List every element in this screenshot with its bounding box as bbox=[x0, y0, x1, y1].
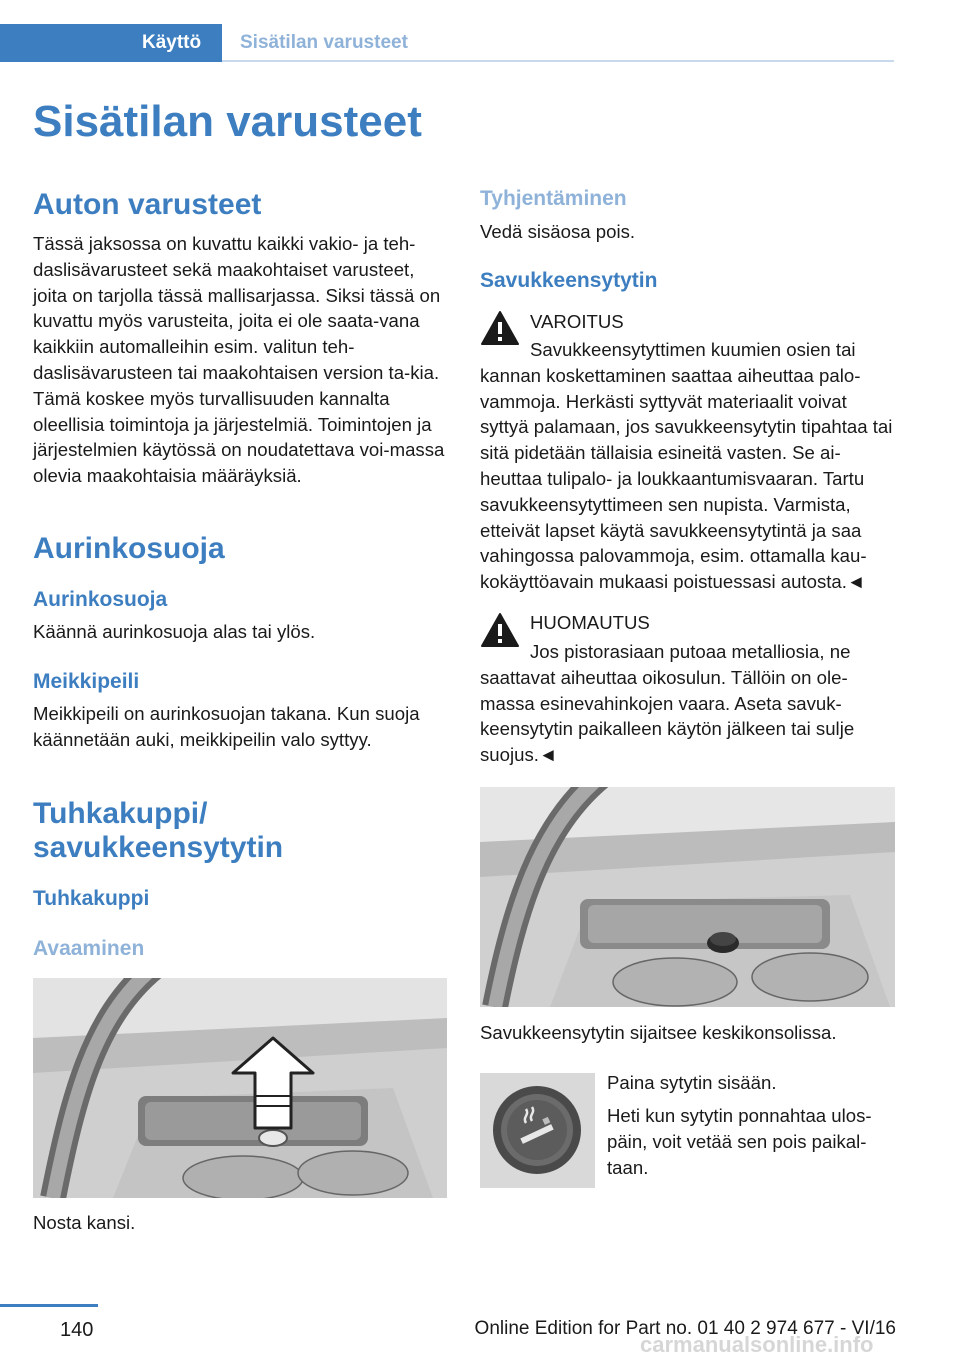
aurinkosuoja-text: Käännä aurinkosuoja alas tai ylös. bbox=[33, 621, 316, 642]
meikkipeili-text: Meikkipeili on aurinkosuojan takana. Kun suoja käännetään auki, meikkipeilin valo syttyy. bbox=[33, 703, 420, 750]
watermark: carmanualsonline.info bbox=[640, 1332, 874, 1357]
subheading-savukkeensytytin: Savukkeensytytin bbox=[480, 269, 658, 292]
subheading-aurinkosuoja: Aurinkosuoja bbox=[33, 588, 168, 611]
warning-text: Savukkeensytyttimen kuumien osien tai kannan koskettaminen saattaa aiheuttaa palo-vammoja. Herkästi syttyvät materiaalit voivat syttyä palamaan, jos savukkeensytytin tipahtaa tai sitä pidetään tällaisia esineitä vasten. Se ai-heuttaa tulipalo- ja loukkaantumisvaaran. Tartu savukkeensytyttimeen sen nupista. Varmista, etteivät lapset käytä savukkeensytytintä ja saa vahingossa palovammoja, esim. ottamalla kau-kokäyttöavain mukaasi poistuessasi autosta.◄ bbox=[480, 339, 893, 593]
header-section-label: Käyttö bbox=[142, 32, 202, 53]
heading-tuhkakuppi-2: savukkeensytytin bbox=[33, 831, 284, 864]
lighter-caption: Savukkeensytytin sijaitsee keskikonsolissa. bbox=[480, 1022, 837, 1043]
ashtray-image bbox=[33, 978, 447, 1198]
subheading-avaaminen: Avaaminen bbox=[33, 937, 145, 960]
heading-tuhkakuppi-1: Tuhkakuppi/ bbox=[33, 797, 208, 830]
subheading-meikkipeili: Meikkipeili bbox=[33, 670, 140, 693]
heading-auton-varusteet: Auton varusteet bbox=[33, 188, 262, 221]
notice-label: HUOMAUTUS bbox=[530, 612, 650, 633]
header-rule bbox=[222, 60, 894, 62]
edition-footer: Online Edition for Part no. 01 40 2 974 677 - VI/16 bbox=[474, 1318, 896, 1339]
page-number-rule bbox=[0, 1304, 98, 1307]
tyhjentaminen-text: Vedä sisäosa pois. bbox=[480, 221, 636, 242]
subheading-tuhkakuppi: Tuhkakuppi bbox=[33, 887, 150, 910]
auton-varusteet-text: Tässä jaksossa on kuvattu kaikki vakio- ja teh-daslisävarusteet sekä maakohtaiset varusteet, joita on tarjolla tässä mallisarjassa. Siksi tässä on kuvattu myös varusteita, joita ei ole saata-vana kaikkiin automalleihin esim. valitun teh-daslisävarusteen tai maakohtaisen version ta-kia. Tämä koskee myös turvallisuuden kannalta oleellisia toimintoja ja järjestelmiä. Toimintojen ja järjestelmien käytössä on noudatettava voi-massa olevia maakohtaisia määräyksiä. bbox=[33, 233, 445, 487]
page-title: Sisätilan varusteet bbox=[33, 97, 422, 146]
notice-text: Jos pistorasiaan putoaa metalliosia, ne saattavat aiheuttaa oikosulun. Tällöin on ole-massa esinevahinkojen vaara. Aseta savuk-keensytytin paikalleen käytön jälkeen tai sulje suojus.◄ bbox=[480, 641, 855, 766]
page-number: 140 bbox=[60, 1319, 94, 1341]
subheading-tyhjentaminen: Tyhjentäminen bbox=[480, 187, 627, 210]
heti-text: Heti kun sytytin ponnahtaa ulos-päin, voit vetää sen pois paikal-taan. bbox=[607, 1105, 872, 1178]
ashtray-caption: Nosta kansi. bbox=[33, 1212, 136, 1233]
paina-text: Paina sytytin sisään. bbox=[607, 1072, 777, 1093]
warning-label: VAROITUS bbox=[530, 311, 624, 332]
heading-aurinkosuoja: Aurinkosuoja bbox=[33, 532, 225, 565]
header-subsection-label: Sisätilan varusteet bbox=[240, 32, 408, 53]
lighter-button-image bbox=[480, 1073, 595, 1188]
cigarette-lighter-console-image bbox=[480, 787, 895, 1007]
